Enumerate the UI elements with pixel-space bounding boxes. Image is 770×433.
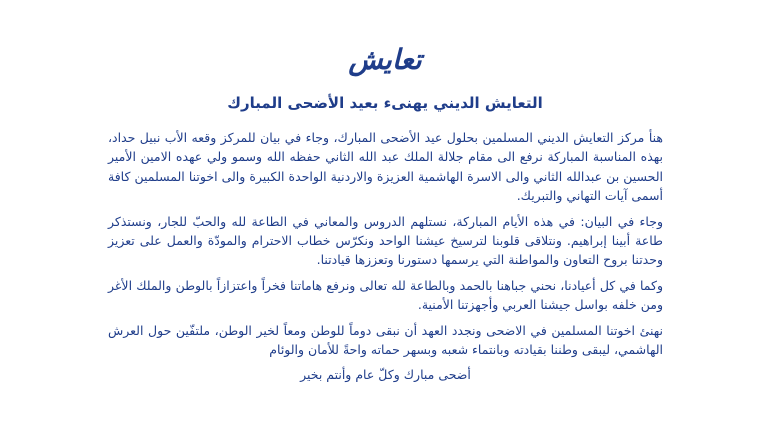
- article-body: [108, 128, 663, 385]
- taayush-logo: تعايش: [348, 43, 422, 76]
- article-paragraph: نهنئ اخوتنا المسلمين في الاضحى ونجدد العهد أن نبقى دوماً للوطن ومعاً لخير الوطن، ملتفّين حول العرش الهاشمي، ليبقى وطننا بقيادته وبانتماء شعبه وبسهر حماته واحةً للأمان والوئام: [108, 322, 663, 358]
- article-paragraph: وجاء في البيان: في هذه الأيام المباركة، نستلهم الدروس والمعاني في الطاعة لله والحبّ للجار، ونستذكر طاعة أبينا إبراهيم. ونتلاقى قلوبنا لترسيخ عيشنا الواحد ونكرّس خطاب الاحترام والمودّة والعمل على تعزيز وحدتنا بروح التعاون والمواطنة التي يرسمها دستورنا وتعززها قيادتنا.: [108, 213, 663, 268]
- article-paragraph: هنأ مركز التعايش الديني المسلمين بحلول عيد الأضحى المبارك، وجاء في بيان للمركز وقعه الأب نبيل حداد، بهذه المناسبة المباركة نرفع الى مقام جلالة الملك عبد الله الثاني حفظه الله وسمو ولي عهده الامين الأمير الحسين بن عبدالله الثاني والى الاسرة الهاشمية العزيزة والاردنية الواحدة الكبيرة والى اخوتنا المسلمين كافة أسمى آيات التهاني والتبريك.: [108, 130, 663, 204]
- closing-greeting: أضحى مبارك وكلّ عام وأنتم بخير: [300, 367, 471, 383]
- article-paragraph: وكما في كل أعيادنا، نحني جباهنا بالحمد وبالطاعة لله تعالى ونرفع هاماتنا فخراً واعتزازاً بالوطن والملك الأغر ومن خلفه بواسل جيشنا العربي وأجهزتنا الأمنية.: [108, 277, 663, 313]
- article-headline: التعايش الديني يهنىء بعيد الأضحى المبارك: [227, 94, 543, 112]
